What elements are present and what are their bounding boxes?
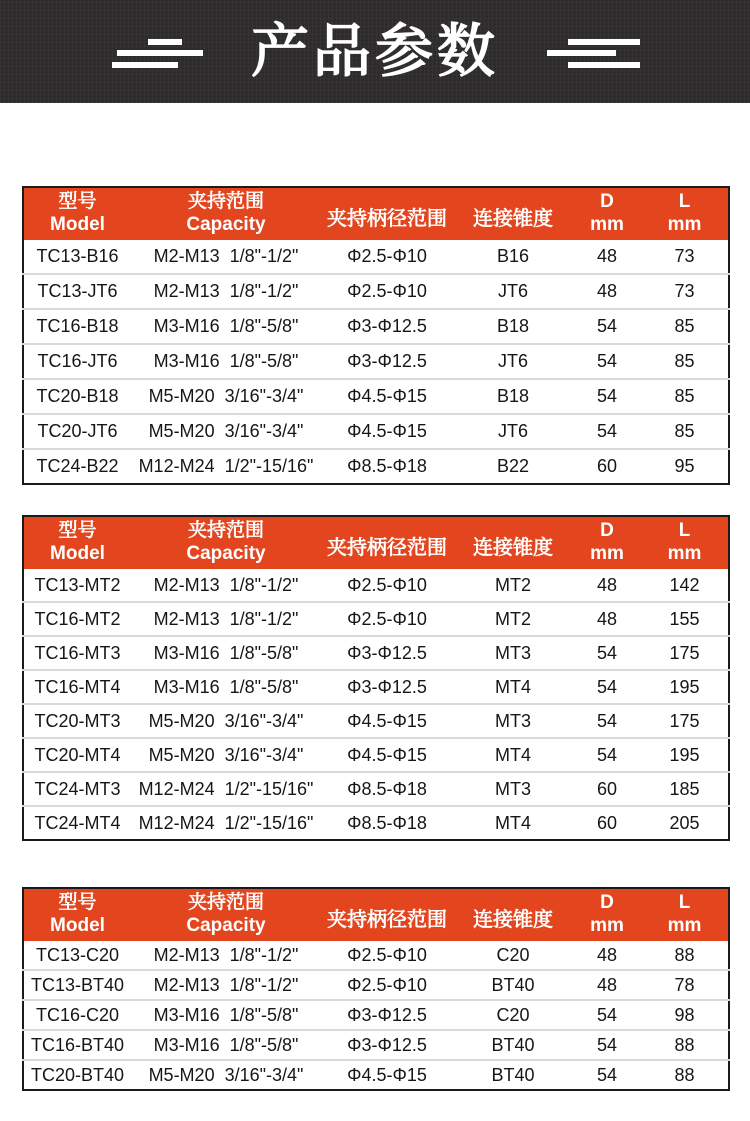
cell-shank-range: Φ2.5-Φ10	[321, 970, 453, 1000]
spec-table-straight-shank	[22, 186, 730, 485]
table-row	[23, 636, 729, 670]
col-header-capacity: 夹持范围 Capacity	[131, 888, 321, 941]
spec-table-c20-bt40	[22, 887, 730, 1091]
cell-capacity: M3-M16 1/8"-5/8"	[131, 636, 321, 670]
cell-capacity: M3-M16 1/8"-5/8"	[131, 309, 321, 344]
col-header-capacity: 夹持范围 Capacity	[131, 187, 321, 240]
col-header-taper: 连接锥度	[453, 516, 573, 569]
cell-l-mm: 88	[641, 1030, 729, 1060]
cell-capacity: M2-M13 1/8"-1/2"	[131, 240, 321, 274]
cell-model: TC20-MT4	[23, 738, 131, 772]
cell-shank-range: Φ3-Φ12.5	[321, 1000, 453, 1030]
col-header-shank-range: 夹持柄径范围	[321, 516, 453, 569]
cell-d-mm: 48	[573, 240, 641, 274]
cell-shank-range: Φ3-Φ12.5	[321, 670, 453, 704]
cell-taper: B22	[453, 449, 573, 484]
cell-l-mm: 73	[641, 240, 729, 274]
cell-shank-range: Φ4.5-Φ15	[321, 704, 453, 738]
cell-l-mm: 73	[641, 274, 729, 309]
cell-l-mm: 195	[641, 738, 729, 772]
spec-tables-section	[0, 186, 750, 1091]
cell-model: TC16-MT4	[23, 670, 131, 704]
cell-capacity: M5-M20 3/16"-3/4"	[131, 738, 321, 772]
table-header-row	[23, 516, 729, 569]
cell-shank-range: Φ2.5-Φ10	[321, 274, 453, 309]
cell-model: TC16-BT40	[23, 1030, 131, 1060]
cell-l-mm: 85	[641, 344, 729, 379]
cell-d-mm: 60	[573, 806, 641, 840]
cell-capacity: M5-M20 3/16"-3/4"	[131, 414, 321, 449]
cell-d-mm: 54	[573, 738, 641, 772]
cell-shank-range: Φ8.5-Φ18	[321, 449, 453, 484]
page-title: 产品参数	[250, 19, 499, 84]
cell-taper: JT6	[453, 414, 573, 449]
cell-d-mm: 48	[573, 569, 641, 602]
cell-d-mm: 54	[573, 414, 641, 449]
cell-l-mm: 205	[641, 806, 729, 840]
table-row	[23, 379, 729, 414]
cell-model: TC13-C20	[23, 941, 131, 970]
cell-model: TC13-MT2	[23, 569, 131, 602]
cell-shank-range: Φ3-Φ12.5	[321, 1030, 453, 1060]
table-row	[23, 704, 729, 738]
cell-d-mm: 54	[573, 670, 641, 704]
table-row	[23, 569, 729, 602]
cell-shank-range: Φ4.5-Φ15	[321, 1060, 453, 1090]
col-header-l: L mm	[641, 187, 729, 240]
col-header-l: L mm	[641, 516, 729, 569]
cell-taper: MT2	[453, 569, 573, 602]
cell-d-mm: 60	[573, 772, 641, 806]
cell-taper: MT2	[453, 602, 573, 636]
cell-l-mm: 85	[641, 414, 729, 449]
cell-model: TC16-B18	[23, 309, 131, 344]
table-row	[23, 274, 729, 309]
table-row	[23, 806, 729, 840]
cell-model: TC24-B22	[23, 449, 131, 484]
cell-l-mm: 98	[641, 1000, 729, 1030]
cell-capacity: M5-M20 3/16"-3/4"	[131, 379, 321, 414]
cell-model: TC24-MT3	[23, 772, 131, 806]
cell-d-mm: 54	[573, 1030, 641, 1060]
cell-l-mm: 185	[641, 772, 729, 806]
cell-taper: MT3	[453, 772, 573, 806]
cell-shank-range: Φ2.5-Φ10	[321, 602, 453, 636]
cell-shank-range: Φ3-Φ12.5	[321, 636, 453, 670]
cell-taper: MT4	[453, 670, 573, 704]
cell-capacity: M12-M24 1/2"-15/16"	[131, 806, 321, 840]
cell-shank-range: Φ2.5-Φ10	[321, 569, 453, 602]
cell-d-mm: 54	[573, 636, 641, 670]
table-header-row	[23, 187, 729, 240]
table-row	[23, 670, 729, 704]
cell-shank-range: Φ4.5-Φ15	[321, 379, 453, 414]
cell-capacity: M12-M24 1/2"-15/16"	[131, 772, 321, 806]
table-row	[23, 309, 729, 344]
cell-model: TC16-MT2	[23, 602, 131, 636]
cell-taper: B18	[453, 379, 573, 414]
cell-taper: JT6	[453, 274, 573, 309]
cell-d-mm: 48	[573, 941, 641, 970]
cell-l-mm: 88	[641, 1060, 729, 1090]
cell-model: TC20-BT40	[23, 1060, 131, 1090]
col-header-d: D mm	[573, 516, 641, 569]
cell-capacity: M3-M16 1/8"-5/8"	[131, 1030, 321, 1060]
table-row	[23, 772, 729, 806]
cell-capacity: M5-M20 3/16"-3/4"	[131, 1060, 321, 1090]
table-row	[23, 970, 729, 1000]
cell-model: TC16-C20	[23, 1000, 131, 1030]
cell-taper: BT40	[453, 970, 573, 1000]
cell-l-mm: 195	[641, 670, 729, 704]
col-header-shank-range: 夹持柄径范围	[321, 888, 453, 941]
table-row	[23, 240, 729, 274]
cell-model: TC24-MT4	[23, 806, 131, 840]
cell-d-mm: 54	[573, 379, 641, 414]
table-row	[23, 414, 729, 449]
cell-d-mm: 54	[573, 1000, 641, 1030]
cell-shank-range: Φ3-Φ12.5	[321, 309, 453, 344]
spec-table-morse-taper	[22, 515, 730, 841]
cell-l-mm: 85	[641, 309, 729, 344]
cell-model: TC16-JT6	[23, 344, 131, 379]
cell-model: TC16-MT3	[23, 636, 131, 670]
table-header-row	[23, 888, 729, 941]
col-header-model: 型号 Model	[23, 888, 131, 941]
cell-taper: C20	[453, 941, 573, 970]
cell-taper: JT6	[453, 344, 573, 379]
cell-taper: C20	[453, 1000, 573, 1030]
cell-taper: MT3	[453, 704, 573, 738]
cell-taper: BT40	[453, 1030, 573, 1060]
cell-d-mm: 54	[573, 309, 641, 344]
table-row	[23, 449, 729, 484]
table-row	[23, 1060, 729, 1090]
cell-l-mm: 155	[641, 602, 729, 636]
col-header-taper: 连接锥度	[453, 187, 573, 240]
table-row	[23, 1030, 729, 1060]
cell-shank-range: Φ8.5-Φ18	[321, 772, 453, 806]
cell-capacity: M2-M13 1/8"-1/2"	[131, 941, 321, 970]
cell-taper: MT4	[453, 738, 573, 772]
cell-capacity: M2-M13 1/8"-1/2"	[131, 602, 321, 636]
cell-model: TC20-JT6	[23, 414, 131, 449]
col-header-model: 型号 Model	[23, 516, 131, 569]
cell-l-mm: 95	[641, 449, 729, 484]
cell-model: TC13-JT6	[23, 274, 131, 309]
col-header-l: L mm	[641, 888, 729, 941]
cell-capacity: M5-M20 3/16"-3/4"	[131, 704, 321, 738]
cell-d-mm: 54	[573, 344, 641, 379]
cell-d-mm: 48	[573, 970, 641, 1000]
cell-taper: B18	[453, 309, 573, 344]
cell-d-mm: 54	[573, 1060, 641, 1090]
cell-shank-range: Φ2.5-Φ10	[321, 240, 453, 274]
cell-l-mm: 175	[641, 636, 729, 670]
cell-taper: B16	[453, 240, 573, 274]
table-row	[23, 602, 729, 636]
table-row	[23, 1000, 729, 1030]
cell-capacity: M2-M13 1/8"-1/2"	[131, 970, 321, 1000]
cell-shank-range: Φ2.5-Φ10	[321, 941, 453, 970]
speed-lines-right-icon	[547, 39, 642, 69]
cell-l-mm: 175	[641, 704, 729, 738]
col-header-capacity: 夹持范围 Capacity	[131, 516, 321, 569]
col-header-d: D mm	[573, 187, 641, 240]
cell-l-mm: 142	[641, 569, 729, 602]
cell-taper: BT40	[453, 1060, 573, 1090]
col-header-model: 型号 Model	[23, 187, 131, 240]
cell-l-mm: 88	[641, 941, 729, 970]
cell-model: TC13-BT40	[23, 970, 131, 1000]
cell-l-mm: 78	[641, 970, 729, 1000]
table-row	[23, 344, 729, 379]
cell-d-mm: 48	[573, 274, 641, 309]
table-row	[23, 941, 729, 970]
cell-capacity: M2-M13 1/8"-1/2"	[131, 274, 321, 309]
cell-shank-range: Φ8.5-Φ18	[321, 806, 453, 840]
cell-l-mm: 85	[641, 379, 729, 414]
cell-d-mm: 54	[573, 704, 641, 738]
col-header-d: D mm	[573, 888, 641, 941]
cell-taper: MT4	[453, 806, 573, 840]
cell-capacity: M12-M24 1/2"-15/16"	[131, 449, 321, 484]
cell-capacity: M2-M13 1/8"-1/2"	[131, 569, 321, 602]
cell-d-mm: 48	[573, 602, 641, 636]
cell-shank-range: Φ4.5-Φ15	[321, 738, 453, 772]
cell-model: TC20-B18	[23, 379, 131, 414]
cell-taper: MT3	[453, 636, 573, 670]
cell-model: TC13-B16	[23, 240, 131, 274]
cell-model: TC20-MT3	[23, 704, 131, 738]
cell-capacity: M3-M16 1/8"-5/8"	[131, 670, 321, 704]
table-row	[23, 738, 729, 772]
col-header-taper: 连接锥度	[453, 888, 573, 941]
cell-shank-range: Φ3-Φ12.5	[321, 344, 453, 379]
cell-shank-range: Φ4.5-Φ15	[321, 414, 453, 449]
cell-capacity: M3-M16 1/8"-5/8"	[131, 344, 321, 379]
col-header-shank-range: 夹持柄径范围	[321, 187, 453, 240]
cell-capacity: M3-M16 1/8"-5/8"	[131, 1000, 321, 1030]
cell-d-mm: 60	[573, 449, 641, 484]
title-banner	[0, 0, 750, 103]
